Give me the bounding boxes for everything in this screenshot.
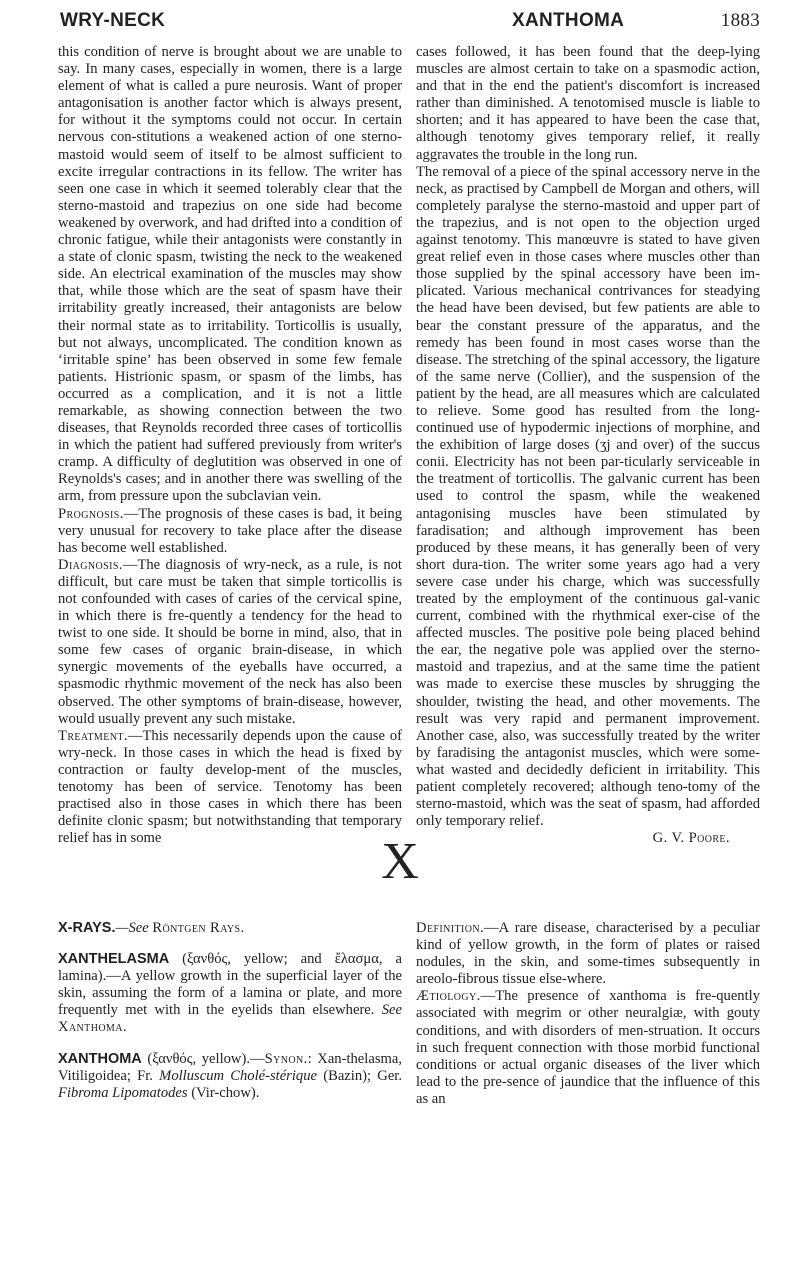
entry-x-rays [58, 920, 402, 937]
xanthoma-synonyms: : Xan-thelasma, Vitiligoidea; Fr. [58, 1050, 402, 1084]
see-label: See [381, 1002, 402, 1019]
prognosis-text: —The prognosis of these cases is bad, it being very unusual for recovery to take place after the disease has become well established. [58, 505, 402, 556]
definition-text: —A rare disease, characterised by a peculiar kind of yellow growth, in the form of plates or raised nodules, in the skin, and some-times subsequently in areolo-fibrous tissue else-where. [416, 920, 760, 988]
column-top-right [416, 44, 760, 847]
diagnosis-text: —The diagnosis of wry-neck, as a rule, is not difficult, but care must be taken that simple torticollis is not confounded with cases of caries of the cervical spine, in which there is fre-quently a tendency for the head to twist to one side. It should be borne in mind, also, that in some few cases of organic brain-disease, in which synergic movements of the eyeballs have occurred, a spasmodic rhythmic movement of the neck has also been observed. The other symptoms of brain-disease, however, would usually prevent any such mistake. [58, 556, 402, 727]
entry-term-xanthelasma: XANTHELASMA [58, 951, 170, 968]
xanthoma-virchow: (Vir-chow). [191, 1084, 260, 1101]
entry-term-xanthoma: XANTHOMA [58, 1050, 142, 1067]
paragraph-treatment [58, 728, 402, 848]
french-term: Molluscum Cholé-stérique [159, 1067, 317, 1084]
diagnosis-label: Diagnosis. [58, 556, 123, 573]
running-head [40, 10, 762, 40]
section-letter-heading: X [381, 833, 419, 890]
column-top-left [58, 44, 402, 847]
author-signature: G. V. Poore. [652, 830, 730, 847]
definition-label: Definition. [416, 920, 485, 936]
treatment-text: —This necessarily depends upon the cause of wry-neck. In those cases in which the head is fixed by contraction or faulty develop-ment of the muscles, tenotomy has been of service. Tenotomy has been practised also in those cases in which there has been definite clonic spasm; but notwithstanding that temporary relief has in some [58, 727, 402, 847]
aetiology-label: Ætiology. [416, 988, 481, 1005]
paragraph-definition [416, 920, 760, 988]
entry-xanthoma [58, 1051, 402, 1102]
paragraph-spinal-accessory: The removal of a piece of the spinal accessory nerve in the neck, as practised by Campbell de Morgan and others, will completely paralyse the sterno-mastoid and upper part of the trapezius, and is not open to the objection urged against tenotomy. This manœuvre is stated to have given great relief even in those cases where muscles other than those supplied by the spinal accessory have been im-plicated. Various mechanical contrivances for steadying the head have been devised, but few patients are able to bear the constant pressure of the apparatus, and the remedy has been found in most cases worse than the disease. The stretching of the spinal accessory, the ligature of the same nerve (Collier), and the suspension of the patient by the head, are all measures which are calculated to relieve. Some good has resulted from the long-continued use of hypodermic injections of morphine, and the exhibition of large doses (ʒj and over) of the succus conii. Electricity has not been par-ticularly serviceable in the treatment of torticollis. The galvanic current has been used to control the spasm, while the weakened antagonising muscles have been stimulated by faradisation; and although improvement has been produced by these means, it has generally been of very short dura-tion. The writer some years ago had a very severe case under his charge, which was successfully treated by the employment of the continuous gal-vanic current, combined with the rhythmical exer-cise of the affected muscles. The positive pole being placed behind the ear, the negative pole was applied over the sterno-mastoid and trapezius, and at the same time the patient was made to exercise these muscles by shrugging the shoulder, twisting the head, and other movements. The result was very rapid and permanent improvement. Another case, also, was successfully treated by the writer by faradising the antagonist muscles, which were some-what wasted and decidedly deficient in irritability. This patient completely recovered; although teno-tomy of the sterno-mastoid, which was the seat of spasm, had afforded only temporary relief. [416, 163, 760, 830]
xanthoma-bazin: (Bazin); Ger. [323, 1067, 402, 1084]
aetiology-text: —The presence of xanthoma is fre-quently associated with megrim or other neuralgiæ, with gouty conditions, and with disorders of men-struation. It occurs in such frequent connection with those morbid functional conditions or actual organic diseases of the liver which lead to the pre-sence of jaundice that the influence of this as an [416, 988, 760, 1107]
paragraph-wry-neck-symptoms: this condition of nerve is brought about we are unable to say. In many cases, especially in women, there is a large element of what is called a pure neurosis. Want of proper antagonisation is another factor which is always present, for without it the symptoms could not occur. In certain nervous con-stitutions a weakened action of one sterno-mastoid would seem of itself to be almost sufficient to excite irregular contractions in its fellow. The writer has seen one case in which it seemed tolerably clear that the sterno-mastoid and trapezius on one side had become weakened by overwork, and had drifted into a condition of chronic fatigue, while their antagonists were constantly in a state of clonic spasm, twisting the neck to the weakened side. An electrical examination of the muscles may show that, while those which are the seat of spasm have their irritability greatly increased, their antagonists are below their normal state as to irritability. Torticollis is usually, but not always, uncomplicated. The condition known as ‘irritable spine’ has been observed in some few female patients. Histrionic spasm, or spasm of the limbs, has occurred as a complication, and it is not a little remarkable, as showing connection between the two diseases, that Reynolds recorded three cases of torticollis in which the patient had suffered previously from writer's cramp. A difficulty of deglutition was observed in one of Reynolds's cases; and in another there was swelling of the arm, from pressure upon the subclavian vein. [58, 44, 402, 505]
paragraph-aetiology [416, 988, 760, 1108]
paragraph-diagnosis [58, 557, 402, 728]
entry-xanthelasma [58, 951, 402, 1036]
synonyms-label: Synon. [264, 1050, 308, 1067]
column-bottom-right [416, 920, 760, 1280]
page-number: 1883 [720, 10, 760, 31]
paragraph-tenotomy: cases followed, it has been found that the deep-lying muscles are almost certain to take on a spasmodic action, and that in the end the patient's discomfort is increased rather than diminished. A tenotomised muscle is liable to shorten; and it has appeared to have been the case that, although tenotomy gives temporary relief, it really aggravates the trouble in the long run. [416, 44, 760, 163]
entry-term-x-rays: X-RAYS. [58, 920, 116, 936]
see-label: —See [115, 920, 149, 936]
prognosis-label: Prognosis. [58, 505, 124, 522]
paragraph-prognosis [58, 506, 402, 557]
xanthelasma-definition: (ξανθός, yellow; and ἔλασμα, a lamina).—A yellow growth in the superficial layer of the skin, assuming the form of a lamina or plate, and more frequently met with in the eyelids than elsewhere. [58, 951, 402, 1019]
cross-reference-rontgen-rays: Röntgen Rays. [152, 920, 245, 936]
header-center-title: XANTHOMA [512, 10, 625, 31]
column-bottom-left [58, 920, 402, 1280]
cross-reference-xanthoma: Xanthoma. [58, 1019, 127, 1036]
treatment-label: Treatment. [58, 727, 128, 744]
german-term: Fibroma Lipomatodes [58, 1084, 188, 1101]
xanthoma-etymology: (ξανθός, yellow).— [147, 1050, 265, 1067]
header-left-title: WRY-NECK [60, 10, 166, 31]
